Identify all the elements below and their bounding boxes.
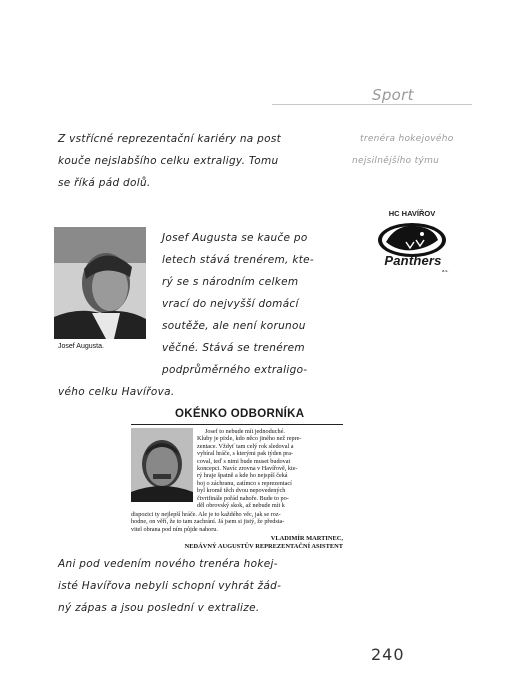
clipping-line: Kluby je pixle, kdo něco jiného než repre-	[197, 435, 302, 443]
martinec-photo	[131, 428, 193, 502]
intro-line: se říká pád dolů.	[58, 177, 151, 189]
clipping-line: Josef to nebude mít jednoduché.	[205, 428, 285, 435]
closing-line: ný zápas a jsou poslední v extralize.	[58, 602, 260, 614]
expert-window-clipping	[131, 408, 343, 550]
clipping-body-right	[197, 428, 343, 509]
clipping-line: boj o záchranu, zatímco s reprezentací	[197, 479, 292, 487]
paragraph-line: podprůměrného extraligo-	[162, 364, 308, 376]
clipping-line: byl kromě těch dvou nepovedených	[197, 487, 286, 495]
clipping-rule	[131, 424, 343, 425]
clipping-line: koncepci. Navíc zrovna v Havířově, kte-	[197, 465, 298, 473]
paragraph-line: rý se s národním celkem	[162, 276, 299, 288]
logo-panthers-word: Panthers	[384, 253, 442, 268]
clipping-signature-name: VLADIMÍR MARTINEC,	[270, 535, 343, 542]
logo-club-name: HC HAVÍŘOV	[388, 209, 436, 218]
clipping-line: dispozici ty nejlepší hráče. Ale je to každého věc, jak se roz-	[131, 511, 281, 518]
clipping-line: hodne, on věří, že to tam zachrání. Já jsem si jistý, že předsta-	[131, 518, 285, 526]
clipping-line: rý hraje špatně a kde ho nejspíš čeká	[197, 472, 288, 480]
faint-header-text: Sport	[372, 86, 414, 104]
photo-caption: Josef Augusta.	[58, 343, 104, 350]
paragraph-line: vého celku Havířova.	[58, 386, 175, 398]
hc-havirov-logo	[372, 209, 452, 275]
clipping-line: coval, teď s nimi bude muset budovat	[197, 457, 291, 465]
clipping-line: děl obrovský skok, až nebude mít k	[197, 502, 285, 510]
logo-small-text: a.s.	[442, 268, 449, 273]
paragraph-line: vrací do nejvyšší domácí	[162, 298, 299, 310]
clipping-line: vitel obrana pod ním půjde nahoru.	[131, 525, 218, 533]
intro-faint-fragment: nejsilnějšího týmu	[352, 156, 440, 166]
clipping-title: OKÉNKO ODBORNÍKA	[175, 408, 305, 420]
closing-line: isté Havířova nebyli schopní vyhrát žád-	[58, 580, 282, 592]
page-number: 240	[371, 645, 405, 664]
clipping-line: čtvrtfinále pořád nahoře. Bude to po-	[197, 494, 289, 502]
paragraph-line: Josef Augusta se kauče po	[162, 232, 308, 244]
header-rule	[272, 104, 472, 105]
clipping-line: zentace. Vždyť tam celý rok sledoval a	[197, 442, 294, 450]
paragraph-line: věčné. Stává se trenérem	[162, 342, 305, 354]
clipping-line: vybíral hráče, s kterými pak týden pra-	[197, 450, 294, 458]
closing-line: Ani pod vedením nového trenéra hokej-	[58, 558, 278, 570]
paragraph-line: letech stává trenérem, kte-	[162, 254, 314, 266]
josef-augusta-photo	[54, 227, 146, 339]
clipping-body-full	[131, 511, 343, 533]
intro-faint-fragment: trenéra hokejového	[360, 134, 454, 144]
intro-line: kouče nejslabšího celku extraligy. Tomu	[58, 155, 279, 167]
paragraph-line: soutěže, ale není korunou	[162, 320, 306, 332]
intro-line: Z vstřícné reprezentační kariéry na post	[58, 133, 282, 145]
panther-icon	[376, 218, 448, 258]
clipping-signature-role: NEDÁVNÝ AUGUSTŮV REPREZENTAČNÍ ASISTENT	[184, 543, 343, 550]
